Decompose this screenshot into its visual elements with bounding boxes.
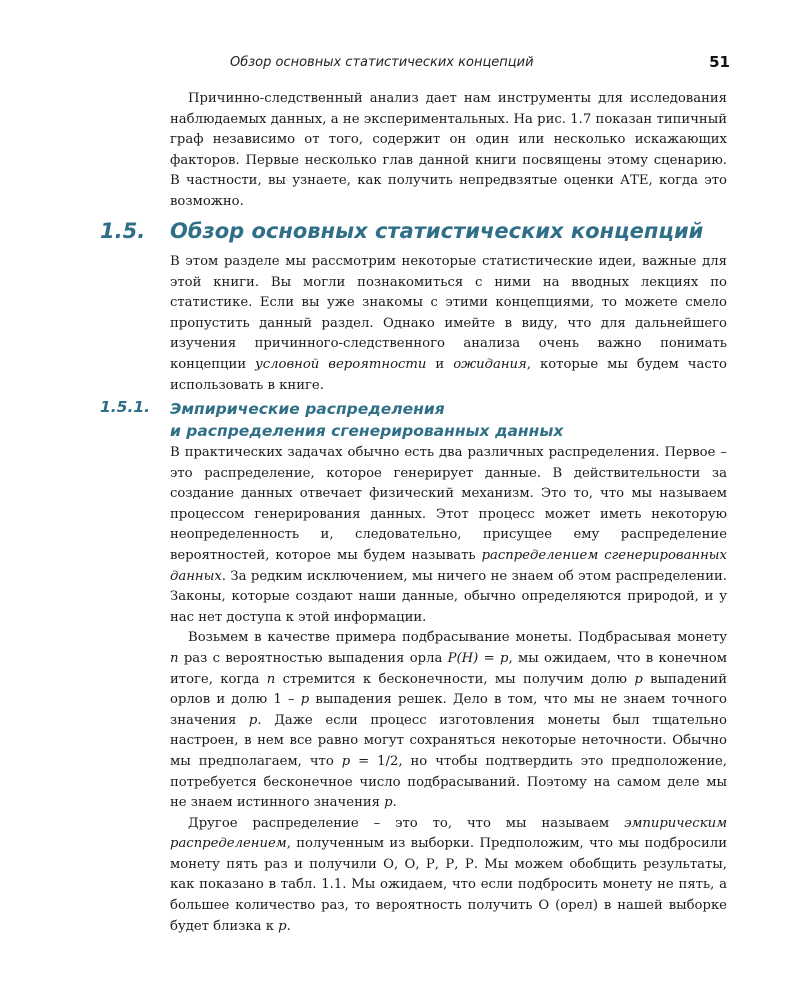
italic-term-data-generating-distribution: распределением сгенерированных данных [170,547,727,584]
intro-text [170,89,727,213]
section-1-5-paragraph [170,252,727,396]
math-var: p [341,753,351,769]
text-run: Другое распределение – это то, что мы называем [188,815,625,831]
text-run: раз с вероятностью выпадения орла [178,650,448,666]
subsection-title-line-2: и распределения сгенерированных данных [170,422,564,440]
math-expression: P(H) = p [447,650,509,666]
paragraph-3 [170,814,727,938]
paragraph-1 [170,443,727,628]
page-number: 51 [709,53,730,71]
text-run: В практических задачах обычно есть два различных распределения. Первое – это распределение, которое генерирует данные. В действительности за создание данных отвечает физический механизм. Это то, что мы называем процессом генерирования данных. Этот процесс может иметь некоторую неопределенность и, следовательно, присущее ему распределение вероятностей, которое мы будем называть [170,445,727,563]
page-header [230,55,730,77]
section-title: Обзор основных статистических концепций [170,219,704,243]
subsection-number: 1.5.1. [100,398,151,416]
text-run: = 1/2, но чтобы подтвердить это предположение, потребуется бесконечное число подбрасываний. Поэтому на самом деле мы не знаем истинного значения [170,753,727,811]
running-title: Обзор основных статистических концепций [230,55,534,70]
italic-term-conditional-probability: условной вероятности [255,356,427,372]
text-run: В этом разделе мы рассмотрим некоторые статистические идеи, важные для этой книги. Вы могли познакомиться с ними на вводных лекциях по статистике. Если вы уже знакомы с этими концепциями, то можете смело пропустить данный раздел. Однако имейте в виду, что для дальнейшего изучения причинного-следственного анализа очень важно понимать концепции [170,254,727,372]
math-var: n [170,650,179,666]
text-run: . За редким исключением, мы ничего не знаем об этом распределении. Законы, которые создают наши данные, обычно определяются природой, и у нас нет доступа к этой информации. [170,568,727,625]
paragraph-2 [170,628,727,813]
math-var: p [300,692,310,708]
text-run: выпадений орлов и долю 1 – [170,671,727,708]
text-run: . [392,795,397,811]
intro-paragraph: Причинно-следственный анализ дает нам инструменты для исследования наблюдаемых данных, а не экспериментальных. На рис. 1.7 показан типичный граф независимо от того, содержит он один или несколько искажающих факторов. Первые несколько глав данной книги посвящены этому сценарию. В частности, вы узнаете, как получить непредвзятые оценки АТЕ, когда это возможно. [170,91,727,209]
math-var: n [266,671,276,687]
italic-term-expectation: ожидания [453,356,527,372]
math-var: p [248,712,258,728]
text-run: , которые мы будем часто использовать в книге. [170,356,727,393]
subsection-1-5-1-text [170,443,727,937]
math-var: p [384,795,393,811]
subsection-title-line-1: Эмпирические распределения [170,400,445,418]
math-var: p [634,671,643,687]
math-var: p [278,918,287,934]
text-run: выпадения решек. Дело в том, что мы не знаем точного значения [170,692,727,728]
text-run: и [426,356,454,372]
text-run: стремится к бесконечности, мы получим долю [275,671,635,687]
text-run: Возьмем в качестве примера подбрасывание монеты. Подбрасывая монету [188,630,727,646]
text-run: . Даже если процесс изготовления монеты был тщательно настроен, в нем все равно могут сохраняться некоторые неточности. Обычно мы предполагаем, что [170,712,727,769]
text-run: . [286,918,291,934]
section-1-5-text [170,252,727,396]
section-number: 1.5. [100,219,146,243]
text-run: , полученным из выборки. Предположим, что мы подбросили монету пять раз и получили О, О, Р, Р, Р. Мы можем обобщить результаты, как показано в табл. 1.1. Мы ожидаем, что если подбросить монету не пять, а большее количество раз, то вероятность получить О (орел) в нашей выборке будет близка к [170,836,727,934]
subsection-title [170,398,563,442]
italic-term-empirical-distribution: эмпирическим распределением [170,815,727,852]
text-run: , мы ожидаем, что в конечном итоге, когда [170,650,727,687]
